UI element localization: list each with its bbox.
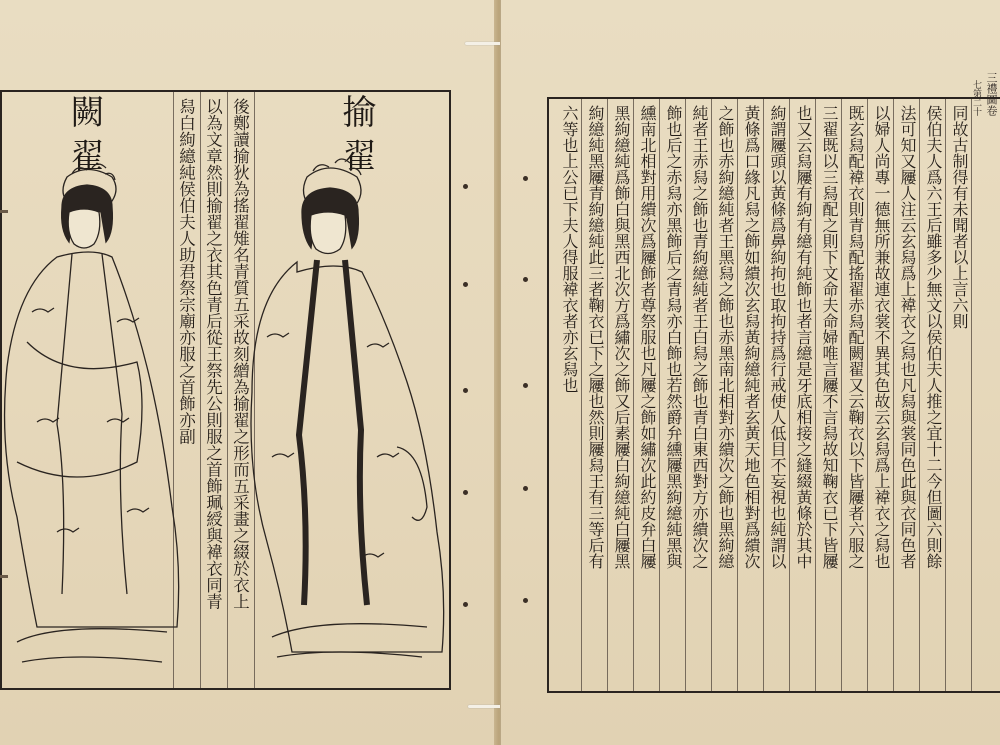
right-text-column-15: 絇繶純黑屨青絇繶純此三者鞠衣已下之屨也然則屨舄王有三等后有 (586, 105, 605, 569)
right-text-column-5: 既玄舄配褘衣則青舄配搖翟赤舄配闕翟又云鞠衣以下皆屨者六服之 (846, 105, 865, 569)
right-text-column-10: 之飾也赤絇繶純者王黑舄之飾也赤黑南北相對亦繢次之飾也黑絇繶 (716, 105, 735, 569)
left-page-frame (0, 90, 451, 690)
right-text-column-7: 也又云舄屨有絇有繶有純飾也者言繶是牙底相接之縫綴黃條於其中 (794, 105, 813, 569)
right-text-column-14: 黑絇繶純爲飾白與黑西北次方爲繡次之飾又后素屨白絇繶純白屨黑 (612, 105, 631, 569)
right-text-column-4: 以婦人尚專一德無所兼故連衣裳不異其色故云玄舄爲上褘衣之舄也 (872, 105, 891, 569)
left-text-column-1: 後鄭讀揄狄為搖翟雉名青質五采故刻繒為揄翟之形而五采畫之綴於衣上 (230, 98, 250, 610)
right-page-frame (547, 97, 1000, 693)
right-text-column-3: 法可知又屨人注云玄舄爲上褘衣之舄也凡舄與裳同色此與衣同色者 (898, 105, 917, 569)
left-page (0, 0, 497, 745)
right-text-column-6: 三翟既以三舄配之則下文命夫命婦唯言屨不言舄故知鞠衣已下皆屨 (820, 105, 839, 569)
right-text-column-9: 黃條爲口緣凡舄之飾如繢次玄舄黃絇繶純者玄黃天地色相對爲繢次 (742, 105, 761, 569)
right-text-column-11: 純者王赤舄之飾也青絇繶純者王白舄之飾也青白東西對方亦繢次之 (690, 105, 709, 569)
title-yudi: 揄翟 (336, 94, 376, 182)
right-text-column-13: 纁南北相對用繢次爲屨飾者尊祭服也凡屨之飾如繡次此約皮弁白屨 (638, 105, 657, 569)
left-text-column-2: 以為文章然則揄翟之衣其色青后從王祭先公則服之首飾珮綬與褘衣同青 (203, 98, 223, 610)
right-text-column-16: 六等也上公已下夫人得服褘衣者亦玄舄也 (560, 105, 579, 393)
illustration-yudi-figure (247, 157, 447, 682)
illustration-quedi-figure (0, 162, 187, 682)
margin-page-number: 七第二十 (971, 80, 981, 116)
margin-book-title: 三禮圖卷 (985, 72, 998, 116)
title-quedi: 闕翟 (64, 94, 104, 182)
left-text-column-3: 舄白絇繶純侯伯夫人助君祭宗廟亦服之首飾亦副 (176, 98, 196, 445)
right-text-column-12: 飾也后之赤舄亦黑飾后之青舄亦白飾也若然爵弁纁屨黑絇繶純黑與 (664, 105, 683, 569)
right-text-column-1: 同故古制得有未聞者以上言六則 (950, 105, 969, 329)
right-text-column-8: 絇謂屨頭以黃條爲鼻絇拘也取拘持爲行戒使人低目不妄視也純謂以 (768, 105, 787, 569)
right-text-column-2: 侯伯夫人爲六王后雖多少無文以侯伯夫人推之宜十二今但圖六則餘 (924, 105, 943, 569)
